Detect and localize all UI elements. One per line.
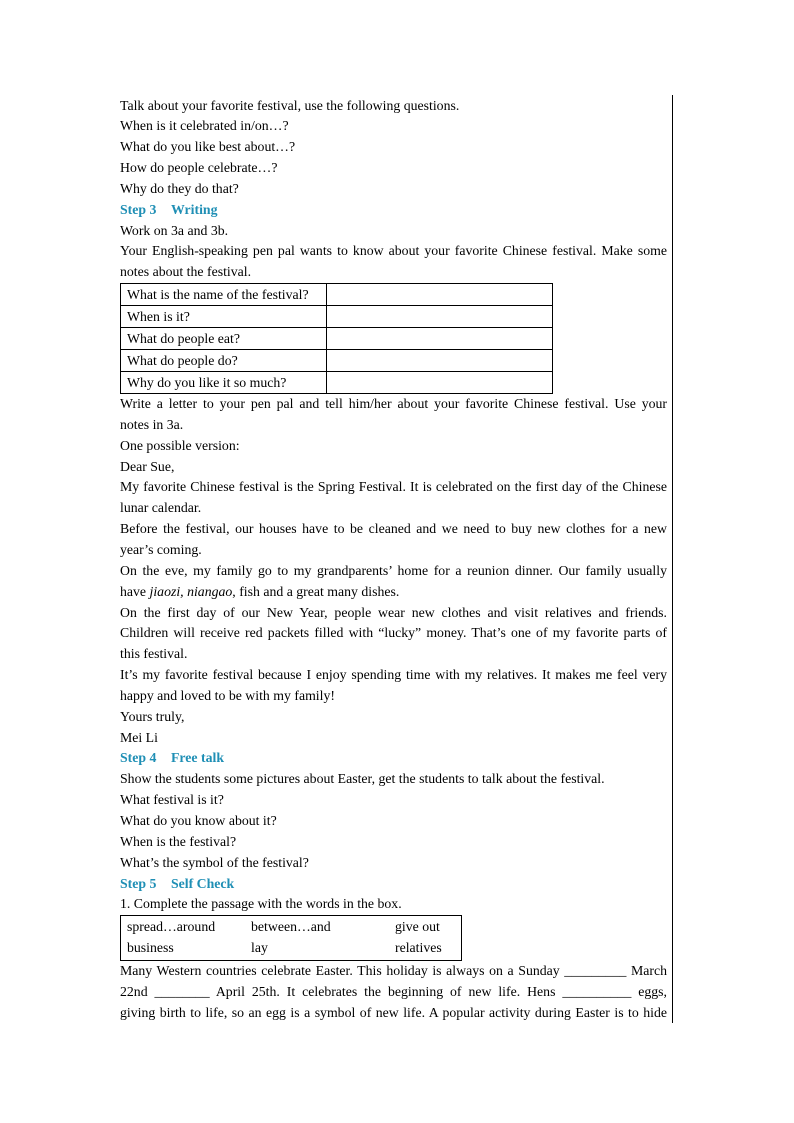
task-text: Work on 3a and 3b. bbox=[120, 222, 229, 238]
letter-line: lunar calendar. bbox=[120, 500, 202, 516]
question-cell: What is the name of the festival? bbox=[121, 284, 327, 305]
letter-greeting: Dear Sue, bbox=[120, 458, 175, 474]
letter-line bbox=[120, 582, 667, 603]
step-4-heading bbox=[120, 748, 667, 769]
word-option: give out bbox=[395, 919, 440, 935]
step-label: Step 3 bbox=[120, 201, 157, 217]
passage-line: 22nd ________ April 25th. It celebrates the beginning of new life. Hens __________ eggs, bbox=[120, 984, 667, 1000]
discussion-question: How do people celebrate…? bbox=[120, 160, 278, 176]
table-row bbox=[121, 371, 552, 393]
letter-line: It’s my favorite festival because I enjoy spending time with my relatives. It makes me feel very bbox=[120, 667, 667, 683]
instruction-line: Show the students some pictures about Easter, get the students to talk about the festival. bbox=[120, 771, 605, 787]
letter-closing: Yours truly, bbox=[120, 708, 185, 724]
italic-food-names: jiaozi, niangao bbox=[149, 583, 233, 599]
discussion-question: What do you know about it? bbox=[120, 812, 277, 828]
letter-line: this festival. bbox=[120, 646, 188, 662]
exercise-instruction: 1. Complete the passage with the words in the box. bbox=[120, 896, 402, 912]
step-label: Step 4 bbox=[120, 750, 157, 766]
discussion-question: When is the festival? bbox=[120, 833, 237, 849]
instruction-line: Your English-speaking pen pal wants to know about your favorite Chinese festival. Make some bbox=[120, 243, 667, 259]
discussion-question: Why do they do that? bbox=[120, 180, 239, 196]
letter-line: On the eve, my family go to my grandparents’ home for a reunion dinner. Our family usually bbox=[120, 562, 667, 578]
letter-line: My favorite Chinese festival is the Spring Festival. It is celebrated on the first day of the Chinese bbox=[120, 479, 667, 495]
answer-cell bbox=[327, 372, 552, 393]
lesson-content bbox=[120, 96, 667, 1024]
word-box-row bbox=[127, 917, 461, 938]
letter-line: year’s coming. bbox=[120, 542, 202, 557]
word-box-row bbox=[127, 938, 461, 959]
step-title: Self Check bbox=[171, 875, 235, 891]
answer-cell bbox=[327, 306, 552, 327]
letter-signature: Mei Li bbox=[120, 729, 158, 745]
letter-text: have bbox=[120, 583, 150, 599]
word-option: business bbox=[127, 939, 174, 955]
answer-cell bbox=[327, 328, 552, 349]
discussion-question: What festival is it? bbox=[120, 792, 224, 808]
notes-table bbox=[120, 283, 553, 394]
passage-line: Many Western countries celebrate Easter. This holiday is always on a Sunday _________ March bbox=[120, 963, 667, 979]
letter-line: On the first day of our New Year, people wear new clothes and visit relatives and friends. bbox=[120, 604, 667, 620]
answer-cell bbox=[327, 350, 552, 371]
word-option: lay bbox=[251, 939, 268, 955]
word-option: relatives bbox=[395, 939, 442, 955]
passage-line: giving birth to life, so an egg is a symbol of new life. A popular activity during Easter is to hide bbox=[120, 1004, 667, 1020]
table-row bbox=[121, 284, 552, 305]
letter-line: happy and loved to be with my family! bbox=[120, 687, 335, 703]
word-option: spread…around bbox=[127, 919, 216, 935]
question-cell: Why do you like it so much? bbox=[121, 372, 327, 393]
letter-line: Before the festival, our houses have to be cleaned and we need to buy new clothes for a new bbox=[120, 521, 667, 537]
step-3-heading bbox=[120, 200, 667, 221]
table-row bbox=[121, 327, 552, 349]
step-title: Writing bbox=[171, 201, 218, 217]
question-cell: When is it? bbox=[121, 306, 327, 327]
instruction-line: notes in 3a. bbox=[120, 416, 184, 432]
step-label: Step 5 bbox=[120, 875, 157, 891]
question-cell: What do people do? bbox=[121, 350, 327, 371]
instruction-line: Write a letter to your pen pal and tell him/her about your favorite Chinese festival. Use your bbox=[120, 396, 667, 412]
sample-label: One possible version: bbox=[120, 437, 240, 453]
letter-text: , fish and a great many dishes. bbox=[232, 583, 400, 599]
sample-letter bbox=[120, 457, 667, 749]
table-cell-right-border bbox=[672, 95, 673, 1023]
step-5-heading bbox=[120, 874, 667, 895]
instruction-line: notes about the festival. bbox=[120, 264, 252, 280]
step-title: Free talk bbox=[171, 750, 224, 766]
answer-cell bbox=[327, 284, 552, 305]
word-box bbox=[120, 915, 462, 961]
letter-line: Children will receive red packets filled with “lucky” money. That’s one of my favorite parts of bbox=[120, 625, 667, 641]
table-row bbox=[121, 349, 552, 371]
question-cell: What do people eat? bbox=[121, 328, 327, 349]
discussion-prompt: Talk about your favorite festival, use the following questions. bbox=[120, 97, 460, 113]
discussion-question: When is it celebrated in/on…? bbox=[120, 118, 289, 134]
discussion-question: What do you like best about…? bbox=[120, 139, 296, 155]
discussion-question: What’s the symbol of the festival? bbox=[120, 854, 309, 870]
table-row bbox=[121, 305, 552, 327]
word-option: between…and bbox=[251, 919, 331, 935]
